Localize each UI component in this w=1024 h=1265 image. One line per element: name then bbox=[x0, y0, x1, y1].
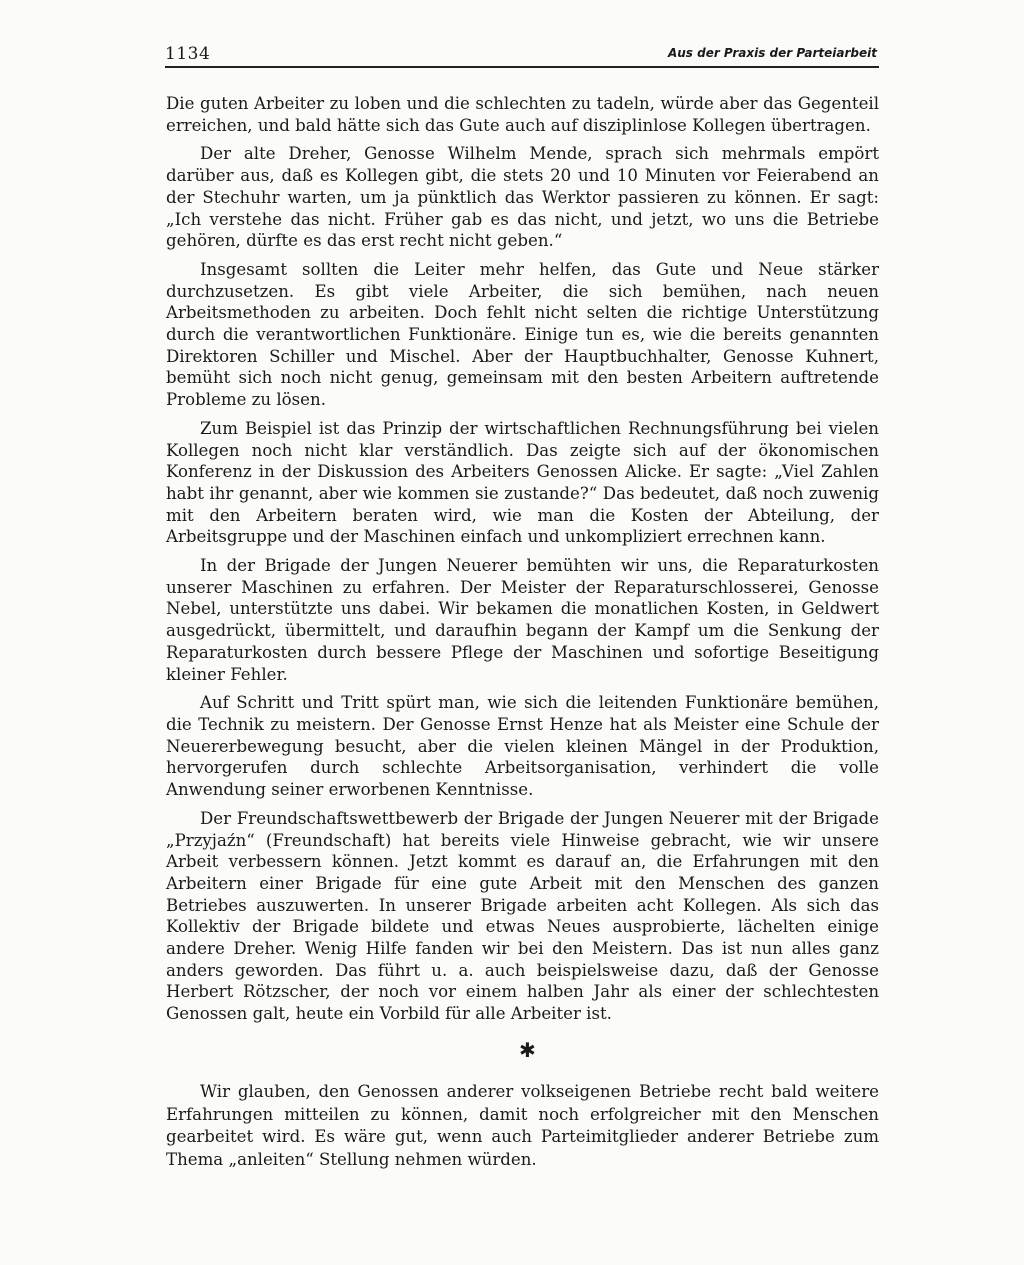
page-number: 1134 bbox=[165, 44, 211, 64]
paragraph: Insgesamt sollten die Leiter mehr helfen, das Gute und Neue stärker durchzusetzen. Es gibt viele Arbeiter, die sich bemühen, nach neuen Arbeitsmethoden zu arbeiten. Doch fehlt nicht selten die richtige Unterstützung durch die verantwortlichen Funktionäre. Einige tun es, wie die bereits genannten Direktoren Schiller und Mischel. Aber der Hauptbuchhalter, Genosse Kuhnert, bemüht sich noch nicht genug, gemeinsam mit den besten Arbeitern auftretende Probleme zu lösen. bbox=[166, 259, 879, 410]
closing-paragraph-block bbox=[166, 1081, 879, 1171]
paragraph: Der alte Dreher, Genosse Wilhelm Mende, sprach sich mehrmals empört darüber aus, daß es Kollegen gibt, die stets 20 und 10 Minuten vor Feierabend an der Stechuhr warten, um ja pünktlich das Werktor passieren zu können. Er sagt: „Ich verstehe das nicht. Früher gab es das nicht, und jetzt, wo uns die Betriebe gehören, dürfte es das erst recht nicht geben.“ bbox=[166, 144, 879, 251]
paragraph: Der Freundschaftswettbewerb der Brigade der Jungen Neuerer mit der Brigade „Przyjaźn“ (Freundschaft) hat bereits viele Hinweise gebracht, wie wir unsere Arbeit verbessern können. Jetzt kommt es darauf an, die Erfahrungen mit den Arbeitern einer Brigade für eine gute Arbeit mit den Menschen des ganzen Betriebes auszuwerten. In unserer Brigade arbeiten acht Kollegen. Als sich das Kollektiv der Brigade bildete und etwas Neues ausprobierte, lächelten einige andere Dreher. Wenig Hilfe fanden wir bei den Meistern. Das ist nun alles ganz anders geworden. Das führt u. a. auch beispielsweise dazu, daß der Genosse Herbert Rötzscher, der noch vor einem halben Jahr als einer der schlechtesten Genossen galt, heute ein Vorbild für alle Arbeiter ist. bbox=[166, 808, 879, 1024]
paragraph: In der Brigade der Jungen Neuerer bemühten wir uns, die Reparaturkosten unserer Maschinen zu erfahren. Der Meister der Reparaturschlosserei, Genosse Nebel, unterstützte uns dabei. Wir bekamen die monatlichen Kosten, in Geldwert ausgedrückt, übermittelt, und daraufhin begann der Kampf um die Senkung der Reparaturkosten durch bessere Pflege der Maschinen und sofortige Beseitigung kleiner Fehler. bbox=[166, 556, 879, 684]
paragraph: Auf Schritt und Tritt spürt man, wie sich die leitenden Funktionäre bemühen, die Technik zu meistern. Der Genosse Ernst Henze hat als Meister eine Schule der Neuererbewegung besucht, aber die vielen kleinen Mängel in der Produktion, hervorgerufen durch schlechte Arbeitsorganisation, verhindert die volle Anwendung seiner erworbenen Kenntnisse. bbox=[166, 693, 879, 800]
paragraph: Die guten Arbeiter zu loben und die schlechten zu tadeln, würde aber das Gegenteil erreichen, und bald hätte sich das Gute auch auf disziplinlose Kollegen übertragen. bbox=[166, 94, 879, 135]
section-separator: ✱ bbox=[519, 1038, 536, 1062]
closing-paragraph: Wir glauben, den Genossen anderer volkseigenen Betriebe recht bald weitere Erfahrungen mitteilen zu können, damit noch erfolgreicher mit den Menschen gearbeitet wird. Es wäre gut, wenn auch Parteimitglieder anderer Betriebe zum Thema „anleiten“ Stellung nehmen würden. bbox=[166, 1082, 879, 1169]
running-title: Aus der Praxis der Parteiarbeit bbox=[667, 46, 877, 60]
header-rule bbox=[165, 66, 879, 68]
paragraph: Zum Beispiel ist das Prinzip der wirtschaftlichen Rechnungsführung bei vielen Kollegen noch nicht klar verständlich. Das zeigte sich auf der ökonomischen Konferenz in der Diskussion des Arbeiters Genossen Alicke. Er sagte: „Viel Zahlen habt ihr genannt, aber wie kommen sie zustande?“ Das bedeutet, daß noch zuwenig mit den Arbeitern beraten wird, wie man die Kosten der Abteilung, der Arbeitsgruppe und der Maschinen einfach und unkompliziert errechnen kann. bbox=[166, 418, 879, 547]
page-header bbox=[165, 44, 877, 66]
article-body bbox=[166, 93, 879, 1032]
